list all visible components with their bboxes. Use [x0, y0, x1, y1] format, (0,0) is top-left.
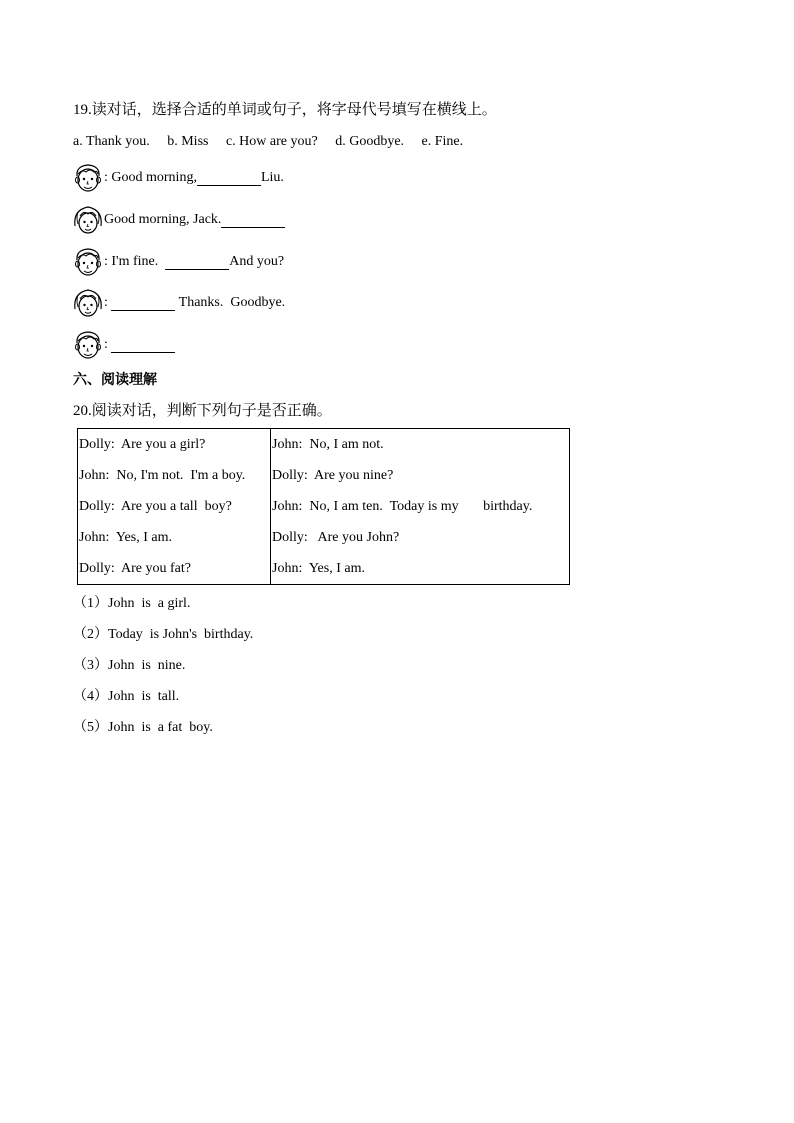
dialogue-line-5 [72, 329, 175, 361]
answer-blank-2[interactable] [221, 213, 285, 228]
table-row [78, 522, 570, 553]
table-row [78, 429, 570, 461]
table-cell: Dolly: Are you fat? [78, 553, 271, 585]
table-row [78, 491, 570, 522]
reading-dialogue-table [77, 428, 570, 585]
statement-1: （1）John is a girl. [73, 596, 191, 611]
question-20-title: 20.阅读对话，判断下列句子是否正确。 [73, 403, 332, 419]
answer-blank-3[interactable] [165, 255, 229, 270]
option-a: a. Thank you. [73, 134, 150, 149]
dialogue-text-1b: Liu. [260, 170, 284, 185]
dialogue-line-2 [72, 204, 285, 236]
dialogue-line-4 [72, 287, 285, 319]
table-row [78, 460, 570, 491]
statement-4: （4）John is tall. [73, 689, 180, 704]
answer-blank-5[interactable] [111, 338, 175, 353]
option-c: c. How are you? [225, 134, 318, 149]
table-cell: Dolly: Are you nine? [271, 460, 570, 491]
option-e: e. Fine. [421, 134, 464, 149]
table-cell: Dolly: Are you a tall boy? [78, 491, 271, 522]
statement-5: （5）John is a fat boy. [73, 720, 213, 735]
dialogue-line-1 [72, 162, 284, 194]
table-cell: John: Yes, I am. [78, 522, 271, 553]
dialogue-text-2a: Good morning, Jack. [104, 212, 222, 227]
girl-face-icon [72, 287, 104, 319]
statement-2: （2）Today is John's birthday. [73, 627, 254, 642]
dialogue-line-3 [72, 246, 284, 278]
question-19-title: 19.读对话，选择合适的单词或句子，将字母代号填写在横线上。 [73, 102, 497, 118]
dialogue-text-4b: Thanks. Goodbye. [175, 295, 286, 310]
table-cell: John: Yes, I am. [271, 553, 570, 585]
dialogue-text-4a: : [104, 295, 112, 310]
table-cell: Dolly: Are you a girl? [78, 429, 271, 461]
boy-face-icon [72, 246, 104, 278]
boy-face-icon [72, 162, 104, 194]
dialogue-text-1a: : Good morning, [104, 170, 197, 185]
boy-face-icon [72, 329, 104, 361]
table-cell: John: No, I am not. [271, 429, 570, 461]
answer-blank-4[interactable] [111, 296, 175, 311]
section-6-title: 六、阅读理解 [73, 372, 157, 388]
dialogue-text-3b: And you? [229, 254, 285, 269]
table-cell: Dolly: Are you John? [271, 522, 570, 553]
table-row [78, 553, 570, 585]
dialogue-text-3a: : I'm fine. [104, 254, 166, 269]
table-cell: John: No, I am ten. Today is my birthday. [271, 491, 570, 522]
answer-blank-1[interactable] [197, 171, 261, 186]
girl-face-icon [72, 204, 104, 236]
statement-3: （3）John is nine. [73, 658, 186, 673]
dialogue-text-5a: : [104, 337, 112, 352]
option-d: d. Goodbye. [335, 134, 405, 149]
table-cell: John: No, I'm not. I'm a boy. [78, 460, 271, 491]
answer-options [73, 133, 477, 151]
option-b: b. Miss [167, 134, 209, 149]
